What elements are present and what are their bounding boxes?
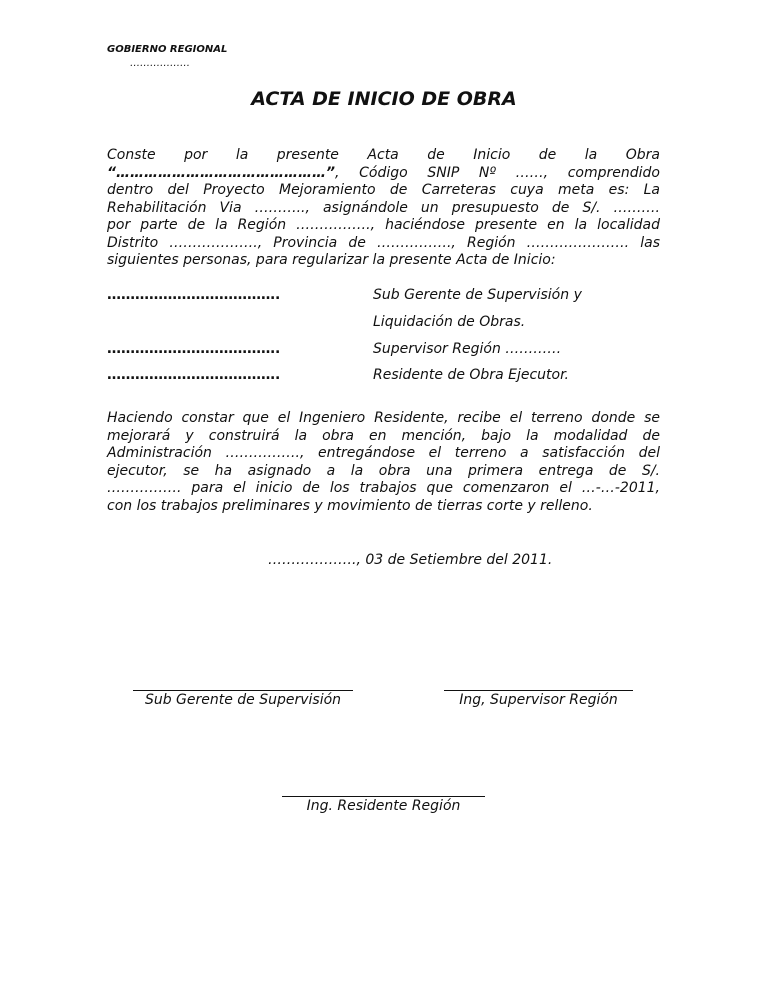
body-paragraph [107,410,660,515]
attendee-role: Residente de Obra Ejecutor. [373,367,569,383]
obra-name-blank: “………………………………………” [107,164,336,181]
intro-text: , Código SNIP Nº ……, comprendido [335,164,660,181]
body-line: ……………. para el inicio de los trabajos que comenzaron el …-…-2011, [107,480,660,496]
intro-line: Rehabilitación Via ……….., asignándole un presupuesto de S/. ………. [107,199,660,216]
attendee-role: Sub Gerente de Supervisión y [373,287,582,303]
body-line: con los trabajos preliminares y movimiento de tierras corte y relleno. [107,497,593,514]
intro-line: dentro del Proyecto Mejoramiento de Carreteras cuya meta es: La [107,182,660,198]
attendee-name: ………………………………. [107,287,281,303]
body-line: ejecutor, se ha asignado a la obra una primera entrega de S/. [107,462,660,479]
attendee-role: Supervisor Región ………… [373,341,562,357]
signature-line-right [444,690,633,691]
org-dots: ……………… [130,58,190,69]
intro-paragraph [107,147,660,270]
attendee-name: ………………………………. [107,341,281,357]
intro-line [107,165,660,183]
attendee-role: Liquidación de Obras. [373,314,526,330]
attendee-name: ………………………………. [107,367,281,383]
org-name: GOBIERNO REGIONAL [107,44,228,55]
signature-label-left: Sub Gerente de Supervisión [144,692,342,708]
signature-label-right: Ing, Supervisor Región [459,692,618,708]
intro-line: por parte de la Región ……………., haciéndose presente en la localidad [107,217,660,233]
date-line: ………………., 03 de Setiembre del 2011. [268,552,553,568]
intro-line: siguientes personas, para regularizar la presente Acta de Inicio: [107,252,556,268]
signature-line-bottom [282,796,485,797]
intro-line: Conste por la presente Acta de Inicio de la Obra [107,147,660,163]
body-line: Administración ……………., entregándose el terreno a satisfacción del [107,445,660,461]
signature-line-left [133,690,353,691]
body-line: mejorará y construirá la obra en mención, bajo la modalidad de [107,427,660,444]
signature-label-bottom: Ing. Residente Región [306,798,461,814]
intro-line: Distrito ………………., Provincia de ……………., Región …………………. las [107,234,660,251]
page-title: ACTA DE INICIO DE OBRA [251,88,517,110]
body-line: Haciendo constar que el Ingeniero Residente, recibe el terreno donde se [107,410,660,426]
